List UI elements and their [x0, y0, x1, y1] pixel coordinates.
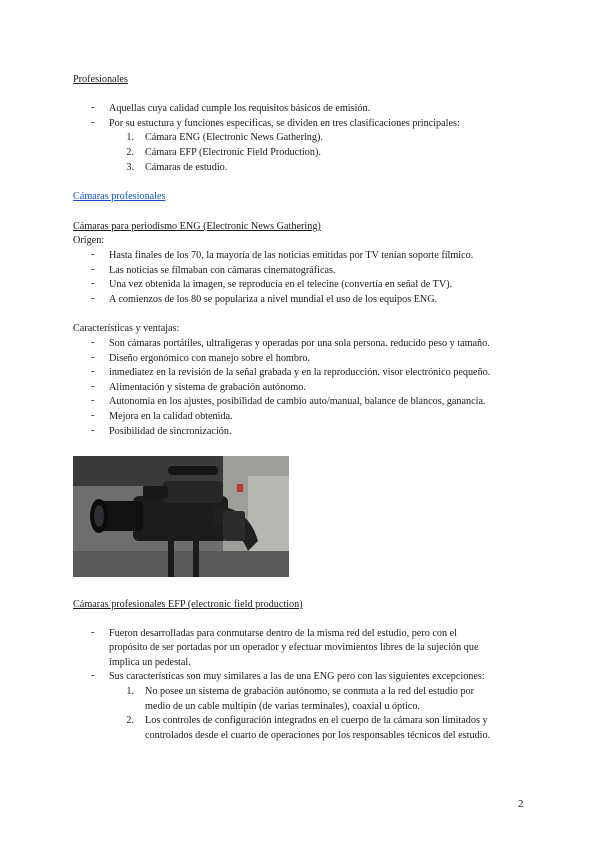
- bullet-dash: -: [91, 627, 95, 638]
- bullet-dash: -: [91, 293, 95, 304]
- list-item: Aquellas cuya calidad cumple los requisitos básicos de emisión.: [109, 103, 371, 114]
- bullet-dash: -: [91, 278, 95, 289]
- bullet-dash: -: [91, 352, 95, 363]
- list-number: 1.: [126, 132, 134, 143]
- list-item: Son cámaras portátiles, ultraligeras y operadas por una sola persona. reducido peso y tamaño.: [109, 338, 490, 349]
- list-item: Mejora en la calidad obtenida.: [109, 411, 233, 422]
- eng-camera-photo: [73, 456, 289, 577]
- section-heading-profesionales: Profesionales: [73, 74, 128, 85]
- bullet-dash: -: [91, 410, 95, 421]
- section-heading-eng: Cámaras para periodismo ENG (Electronic News Gathering): [73, 221, 321, 232]
- bullet-dash: -: [91, 264, 95, 275]
- list-item-line: propósito de ser portadas por un operador y efectuar movimientos libres de la sujeción que: [109, 642, 479, 653]
- bullet-dash: -: [91, 102, 95, 113]
- list-item: Autonomía en los ajustes, posibilidad de cambio auto/manual, balance de blancos, ganancia.: [109, 396, 486, 407]
- list-item: Posibilidad de sincronización.: [109, 426, 232, 437]
- list-item-line: implica un pedestal.: [109, 657, 191, 668]
- list-item: Hasta finales de los 70, la mayoría de las noticias emitidas por TV tenían soporte fílmico.: [109, 250, 474, 261]
- list-item-line: medio de un cable multipin (de varias terminales), coaxial u óptico.: [145, 701, 420, 712]
- caracteristicas-label: Características y ventajas:: [73, 323, 180, 334]
- bullet-dash: -: [91, 670, 95, 681]
- list-item: Sus características son muy similares a las de una ENG pero con las siguientes excepciones:: [109, 671, 485, 682]
- list-item: Cámara ENG (Electronic News Gathering).: [145, 132, 323, 143]
- list-item: Diseño ergonómico con manejo sobre el hombro.: [109, 353, 310, 364]
- list-item: Cámara EFP (Electronic Field Production).: [145, 147, 321, 158]
- section-heading-efp: Cámaras profesionales EFP (electronic field production): [73, 599, 303, 610]
- list-number: 3.: [126, 162, 134, 173]
- list-number: 1.: [126, 686, 134, 697]
- bullet-dash: -: [91, 395, 95, 406]
- list-item: A comienzos de los 80 se populariza a nivel mundial el uso de los equipos ENG.: [109, 294, 438, 305]
- origen-label: Origen:: [73, 235, 105, 246]
- bullet-dash: -: [91, 337, 95, 348]
- list-item: inmediatez en la revisión de la señal grabada y en la reproducción. visor electrónico pequeño.: [109, 367, 491, 378]
- list-item: Las noticias se filmaban con cámaras cinematográficas.: [109, 265, 336, 276]
- list-number: 2.: [126, 715, 134, 726]
- list-item-line: controlados desde el cuarto de operaciones por los responsables técnicos del estudio.: [145, 730, 491, 741]
- list-item: Una vez obtenida la imagen, se reproducía en el telecine (convertía en señal de TV).: [109, 279, 453, 290]
- list-item: Cámaras de estudio.: [145, 162, 228, 173]
- list-item-line: Fueron desarrolladas para conmutarse dentro de la misma red del estudio, pero con el: [109, 628, 457, 639]
- list-number: 2.: [126, 147, 134, 158]
- bullet-dash: -: [91, 117, 95, 128]
- list-item: Alimentación y sistema de grabación autónomo.: [109, 382, 306, 393]
- list-item-line: Los controles de configuración integrados en el cuerpo de la cámara son limitados y: [145, 715, 488, 726]
- bullet-dash: -: [91, 249, 95, 260]
- page-number: 2: [518, 798, 524, 810]
- bullet-dash: -: [91, 366, 95, 377]
- list-item: Por su estuctura y funciones específicas, se dividen en tres clasificaciones principales:: [109, 118, 460, 129]
- video-camera-icon: [73, 456, 289, 577]
- bullet-dash: -: [91, 381, 95, 392]
- camaras-profesionales-link[interactable]: Cámaras profesionales: [73, 191, 166, 202]
- bullet-dash: -: [91, 425, 95, 436]
- list-item-line: No posee un sistema de grabación autónomo, se conmuta a la red del estudio por: [145, 686, 475, 697]
